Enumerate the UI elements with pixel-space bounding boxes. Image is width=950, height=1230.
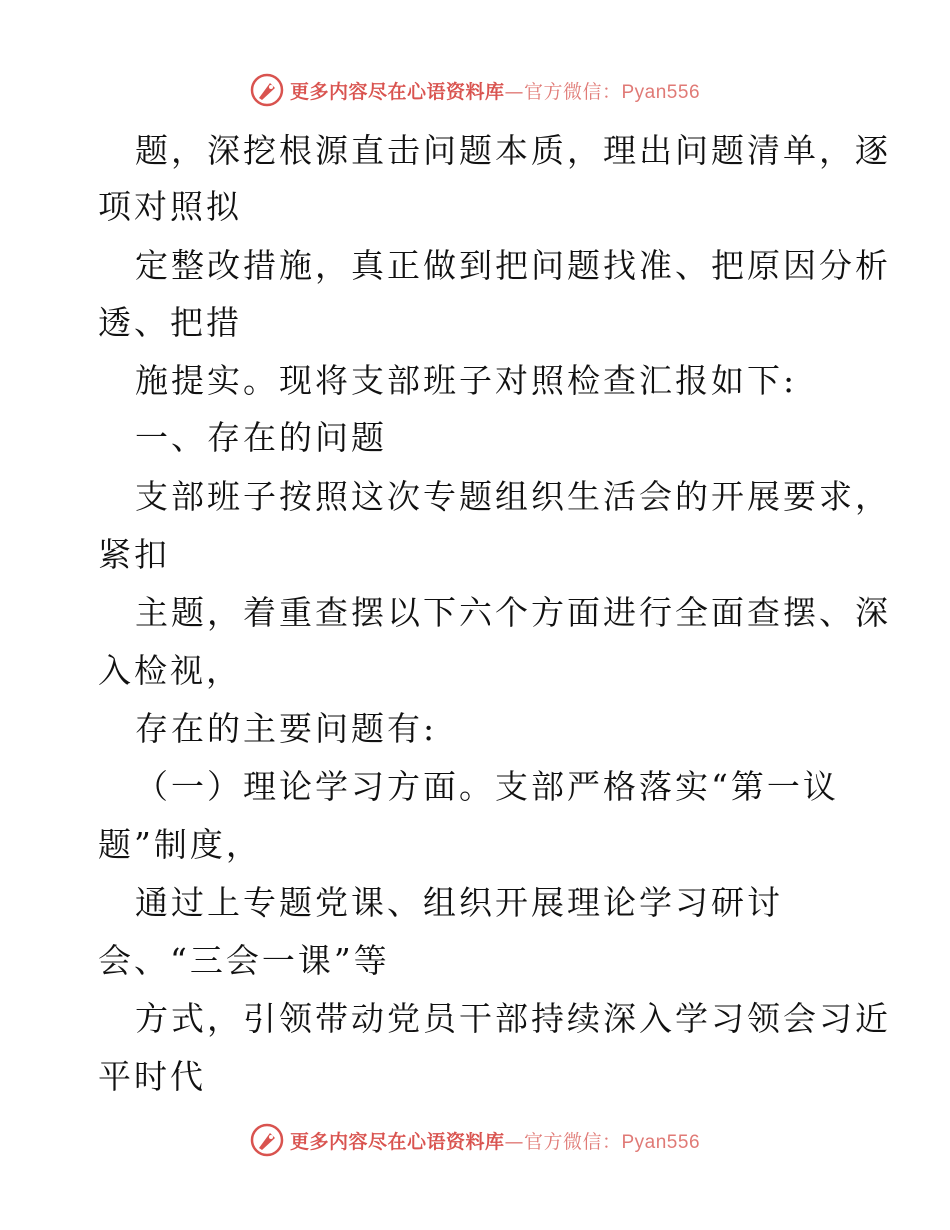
text-line: 项对照拟 xyxy=(98,187,242,226)
pen-nib-logo-icon xyxy=(250,1123,284,1157)
banner-wechat-id: Pyan556 xyxy=(621,1131,701,1153)
pen-nib-logo-icon xyxy=(250,73,284,107)
banner-brand-text: 更多内容尽在心语资料库 xyxy=(289,1130,505,1153)
banner-wechat-id: Pyan556 xyxy=(621,81,701,103)
text-line: 会、“三会一课”等 xyxy=(98,941,390,980)
banner-separator: — xyxy=(504,80,524,103)
banner-wechat-label: 官方微信： xyxy=(523,1130,622,1153)
text-line: 入检视， xyxy=(98,651,242,690)
text-line: 主题，着重查摆以下六个方面进行全面查摆、深 xyxy=(135,593,891,632)
footer-watermark-banner xyxy=(0,1118,950,1162)
text-line: 存在的主要问题有: xyxy=(135,709,438,748)
text-line: 平时代 xyxy=(98,1057,206,1096)
text-line: 施提实。现将支部班子对照检查汇报如下: xyxy=(135,361,798,400)
banner-separator: — xyxy=(504,1130,524,1153)
text-line: 紧扣 xyxy=(98,535,170,574)
text-line: 题，深挖根源直击问题本质，理出问题清单，逐 xyxy=(135,131,891,170)
text-line: 方式，引领带动党员干部持续深入学习领会习近 xyxy=(135,999,891,1038)
header-watermark-banner xyxy=(0,68,950,112)
text-line: 支部班子按照这次专题组织生活会的开展要求， xyxy=(135,477,891,516)
subsection-heading: （一）理论学习方面。支部严格落实“第一议 xyxy=(135,767,839,806)
text-line: 定整改措施，真正做到把问题找准、把原因分析 xyxy=(135,246,891,285)
text-line: 题”制度， xyxy=(98,825,262,864)
text-line: 通过上专题党课、组织开展理论学习研讨 xyxy=(135,883,783,922)
banner-wechat-label: 官方微信： xyxy=(523,80,622,103)
section-heading: 一、存在的问题 xyxy=(135,418,387,457)
text-line: 透、把措 xyxy=(98,303,242,342)
banner-brand-text: 更多内容尽在心语资料库 xyxy=(289,80,505,103)
